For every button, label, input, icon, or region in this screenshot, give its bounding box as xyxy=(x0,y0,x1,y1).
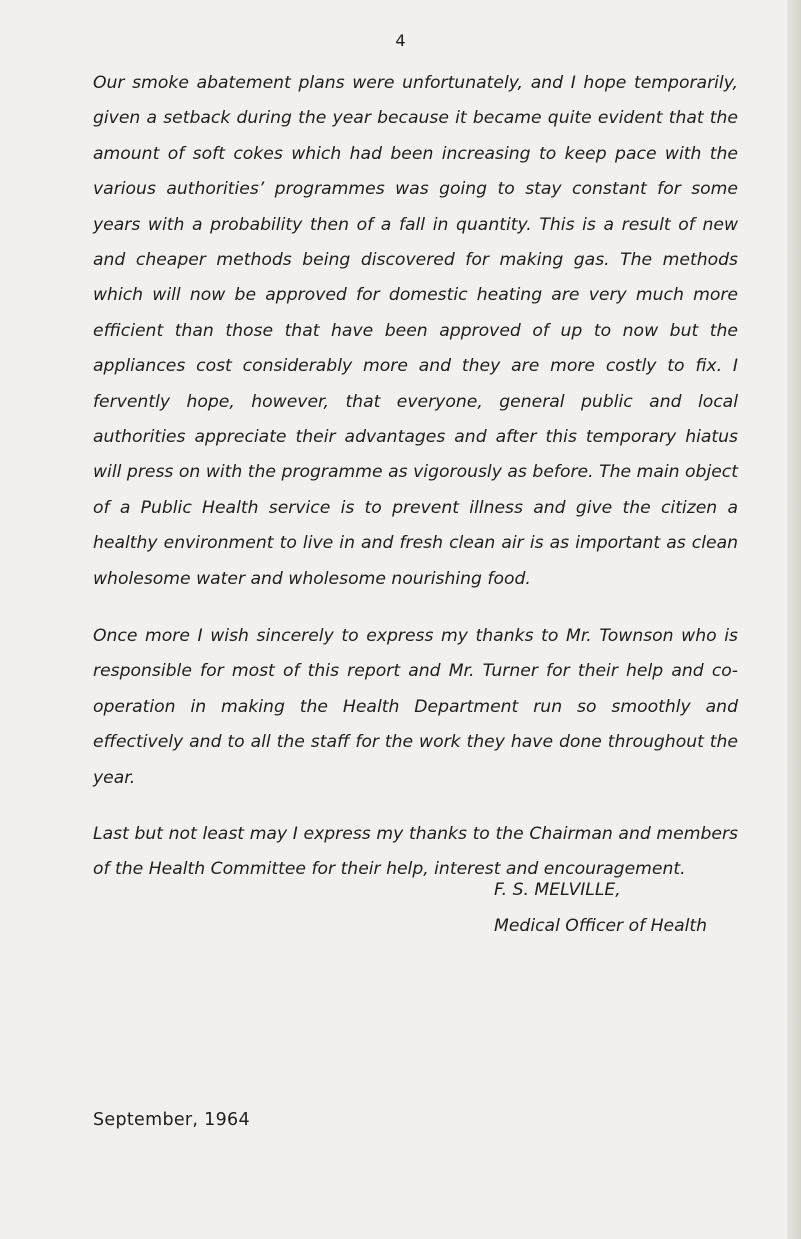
paragraph-thanks-staff: Once more I wish sincerely to express my thanks to Mr. Townson who is responsible for most of this report and Mr. Turner for their help and co-operation in making the Health Department run so smoothly and effectively and to all the staff for the work they have done throughout the year. xyxy=(93,626,738,788)
paragraph-smoke-abatement: Our smoke abatement plans were unfortunately, and I hope temporarily, given a setback during the year because it became quite evident that the amount of soft cokes which had been increasing to keep pace with the various authorities’ programmes was going to stay constant for some years with a probability then of a fall in quantity. This is a result of new and cheaper methods being discovered for making gas. The methods which will now be approved for domestic heating are very much more efficient than those that have been approved of up to now but the appliances cost considerably more and they are more costly to fix. I fervently hope, however, that everyone, general public and local authorities appreciate their advantages and after this temporary hiatus will press on with the programme as vigorously as before. The main object of a Public Health service is to prevent illness and give the citizen a healthy environment to live in and fresh clean air is as important as clean wholesome water and wholesome nourishing food. xyxy=(93,73,738,589)
paragraph-thanks-committee: Last but not least may I express my thanks to the Chairman and members of the Health Committee for their help, interest and encouragement. xyxy=(93,824,738,880)
page-number: 4 xyxy=(395,31,406,50)
signature-title: Medical Officer of Health xyxy=(494,916,708,936)
page-edge-shadow xyxy=(787,0,801,1239)
signature-name: F. S. MELVILLE, xyxy=(494,880,621,900)
document-date: September, 1964 xyxy=(93,1110,250,1130)
